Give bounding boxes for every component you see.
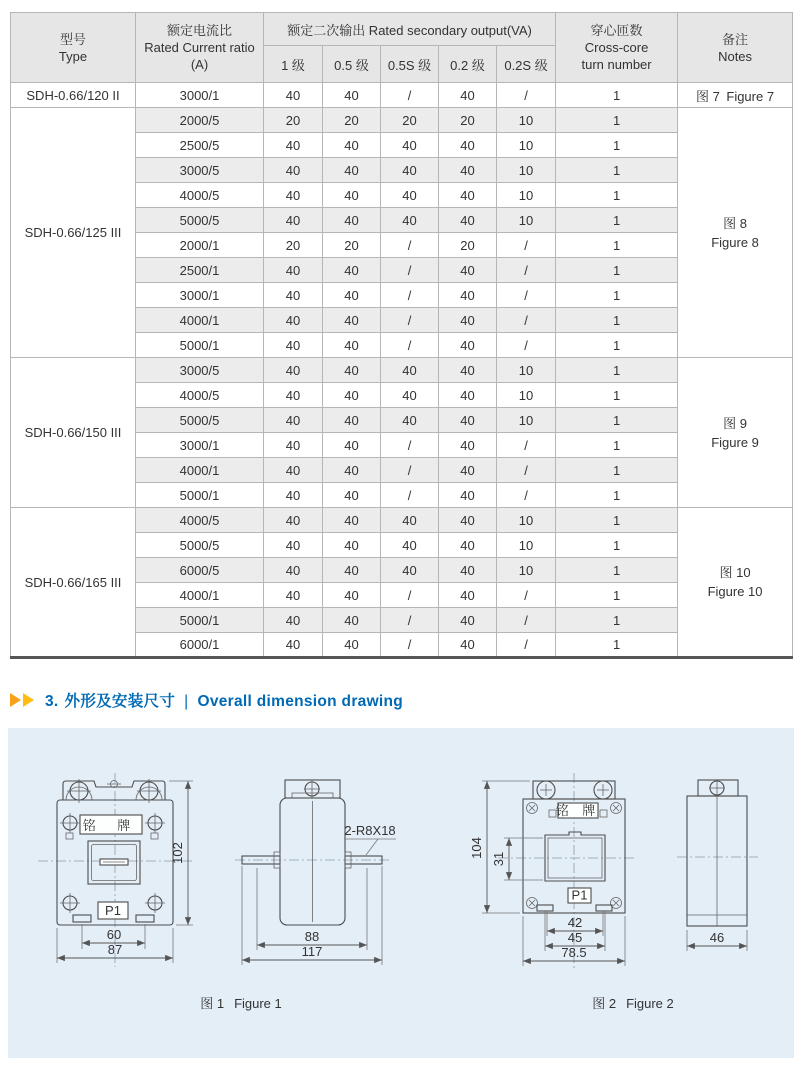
output-cell: 40: [264, 408, 323, 433]
header-type-en: Type: [58, 48, 88, 64]
output-cell: 40: [381, 183, 439, 208]
output-cell: 40: [264, 283, 323, 308]
output-cell: 10: [497, 158, 556, 183]
output-cell: 40: [323, 383, 381, 408]
output-cell: /: [381, 433, 439, 458]
output-cell: 40: [264, 558, 323, 583]
output-cell: 40: [381, 408, 439, 433]
header-ratio-en: Rated Current ratio: [144, 40, 255, 55]
output-cell: 40: [439, 283, 497, 308]
dimension-label: 46: [709, 930, 725, 945]
output-cell: /: [497, 583, 556, 608]
output-cell: 40: [323, 283, 381, 308]
dimension-label: 60: [106, 927, 122, 942]
ratio-cell: 5000/5: [136, 533, 264, 558]
header-class-02: 0.2 级: [439, 46, 497, 83]
output-cell: 40: [264, 533, 323, 558]
output-cell: 40: [439, 408, 497, 433]
output-cell: 40: [439, 583, 497, 608]
output-cell: /: [381, 458, 439, 483]
output-cell: 40: [439, 608, 497, 633]
output-cell: 40: [439, 508, 497, 533]
output-cell: 40: [439, 333, 497, 358]
ratio-cell: 3000/5: [136, 358, 264, 383]
dimension-label: 88: [304, 929, 320, 944]
output-cell: 10: [497, 408, 556, 433]
dimension-label: 117: [301, 944, 323, 959]
output-cell: 40: [264, 333, 323, 358]
output-cell: 40: [323, 483, 381, 508]
turns-cell: 1: [556, 608, 678, 633]
output-cell: 40: [439, 308, 497, 333]
output-cell: 10: [497, 383, 556, 408]
header-notes: [678, 13, 793, 83]
turns-cell: 1: [556, 233, 678, 258]
output-cell: 40: [439, 133, 497, 158]
output-cell: 20: [323, 233, 381, 258]
turns-cell: 1: [556, 483, 678, 508]
output-cell: 20: [381, 108, 439, 133]
turns-cell: 1: [556, 408, 678, 433]
ratio-cell: 3000/1: [136, 83, 264, 108]
header-output-group: 额定二次输出 Rated secondary output(VA): [264, 13, 556, 46]
output-cell: 40: [439, 183, 497, 208]
ratio-cell: 5000/1: [136, 608, 264, 633]
ratio-cell: 4000/1: [136, 458, 264, 483]
output-cell: 40: [381, 158, 439, 183]
ratio-cell: 4000/5: [136, 508, 264, 533]
output-cell: 40: [264, 133, 323, 158]
figure1-front-drawing: [30, 753, 250, 983]
output-cell: 40: [381, 508, 439, 533]
output-cell: 40: [439, 258, 497, 283]
output-cell: /: [381, 608, 439, 633]
header-type: [11, 13, 136, 83]
output-cell: 40: [323, 83, 381, 108]
output-cell: 40: [323, 308, 381, 333]
output-cell: 40: [439, 558, 497, 583]
output-cell: 20: [323, 108, 381, 133]
figure2-caption-zh: 图 2: [592, 996, 617, 1011]
figure2-side-drawing: [650, 753, 800, 983]
figure2-caption-en: Figure 2: [626, 996, 674, 1011]
spec-table-header: [11, 13, 793, 83]
dimension-label: 104: [469, 837, 484, 859]
output-cell: 40: [264, 183, 323, 208]
turns-cell: 1: [556, 108, 678, 133]
output-cell: 10: [497, 208, 556, 233]
header-class-02s: 0.2S 级: [497, 46, 556, 83]
header-ratio: [136, 13, 264, 83]
ratio-cell: 2500/1: [136, 258, 264, 283]
ratio-cell: 5000/5: [136, 208, 264, 233]
output-cell: 40: [264, 583, 323, 608]
output-cell: 40: [323, 533, 381, 558]
output-cell: 10: [497, 533, 556, 558]
output-cell: 10: [497, 508, 556, 533]
notes-cell: 图 10 Figure 10: [678, 508, 793, 658]
output-cell: 20: [439, 108, 497, 133]
output-cell: 40: [264, 158, 323, 183]
output-cell: 40: [381, 558, 439, 583]
turns-cell: 1: [556, 633, 678, 658]
turns-cell: 1: [556, 183, 678, 208]
output-cell: 40: [381, 133, 439, 158]
section-title: [10, 689, 800, 711]
ratio-cell: 6000/5: [136, 558, 264, 583]
turns-cell: 1: [556, 208, 678, 233]
header-turns-en2: turn number: [581, 57, 652, 72]
turns-cell: 1: [556, 333, 678, 358]
header-ratio-unit: (A): [190, 57, 209, 72]
ratio-cell: 6000/1: [136, 633, 264, 658]
title-divider: |: [184, 693, 189, 710]
output-cell: 40: [439, 208, 497, 233]
output-cell: 40: [264, 508, 323, 533]
figure2-front-drawing: [460, 753, 640, 983]
ratio-cell: 3000/1: [136, 433, 264, 458]
terminal-label: P1: [105, 903, 121, 918]
header-turns: [556, 13, 678, 83]
dimension-label: 78.5: [561, 945, 587, 960]
output-cell: 40: [264, 83, 323, 108]
output-cell: /: [497, 233, 556, 258]
ratio-cell: 2000/5: [136, 108, 264, 133]
ratio-cell: 2000/1: [136, 233, 264, 258]
output-cell: 40: [381, 208, 439, 233]
output-cell: 40: [439, 433, 497, 458]
type-cell: SDH-0.66/165 III: [11, 508, 136, 658]
output-cell: 40: [323, 258, 381, 283]
turns-cell: 1: [556, 558, 678, 583]
output-cell: /: [381, 308, 439, 333]
output-cell: 40: [264, 208, 323, 233]
ratio-cell: 5000/1: [136, 333, 264, 358]
dimension-label: 87: [107, 942, 123, 957]
dimension-label: 42: [567, 915, 583, 930]
output-cell: 40: [323, 608, 381, 633]
turns-cell: 1: [556, 458, 678, 483]
output-cell: 10: [497, 558, 556, 583]
notes-cell: 图 8 Figure 8: [678, 108, 793, 358]
output-cell: 40: [381, 383, 439, 408]
output-cell: 40: [323, 408, 381, 433]
output-cell: /: [381, 583, 439, 608]
output-cell: /: [497, 258, 556, 283]
arrow-right-icon: [23, 693, 34, 707]
output-cell: 40: [264, 308, 323, 333]
output-cell: 40: [439, 633, 497, 658]
nameplate-label: 铭 牌: [555, 803, 601, 818]
output-cell: 40: [439, 383, 497, 408]
output-cell: 40: [439, 83, 497, 108]
output-cell: /: [381, 233, 439, 258]
table-row: [11, 508, 793, 533]
spec-table-body: [11, 83, 793, 658]
turns-cell: 1: [556, 358, 678, 383]
header-notes-zh: 备注: [722, 31, 749, 47]
table-row: [11, 83, 793, 108]
output-cell: 40: [323, 558, 381, 583]
output-cell: 40: [264, 383, 323, 408]
turns-cell: 1: [556, 533, 678, 558]
output-cell: /: [381, 333, 439, 358]
header-turns-en1: Cross-core: [584, 40, 649, 55]
ratio-cell: 4000/5: [136, 383, 264, 408]
output-cell: 10: [497, 183, 556, 208]
figure2-caption: [553, 993, 713, 1012]
output-cell: /: [381, 83, 439, 108]
output-cell: 40: [264, 458, 323, 483]
output-cell: /: [497, 333, 556, 358]
output-cell: 40: [323, 433, 381, 458]
ratio-cell: 2500/5: [136, 133, 264, 158]
section-title-text: [45, 689, 403, 711]
header-class-05: 0.5 级: [323, 46, 381, 83]
turns-cell: 1: [556, 308, 678, 333]
output-cell: 40: [381, 533, 439, 558]
table-row: [11, 358, 793, 383]
output-cell: /: [497, 83, 556, 108]
output-cell: 10: [497, 108, 556, 133]
output-cell: 40: [323, 158, 381, 183]
turns-cell: 1: [556, 283, 678, 308]
header-class-1: 1 级: [264, 46, 323, 83]
output-cell: 40: [439, 158, 497, 183]
notes-cell: 图 9 Figure 9: [678, 358, 793, 508]
output-cell: 40: [439, 483, 497, 508]
figure1-caption-en: Figure 1: [234, 996, 282, 1011]
ratio-cell: 3000/5: [136, 158, 264, 183]
output-cell: 40: [439, 533, 497, 558]
spec-table: [10, 12, 793, 659]
turns-cell: 1: [556, 508, 678, 533]
output-cell: 40: [264, 483, 323, 508]
output-cell: 40: [264, 358, 323, 383]
ratio-cell: 4000/1: [136, 308, 264, 333]
output-cell: 10: [497, 133, 556, 158]
header-type-zh: 型号: [59, 31, 86, 47]
table-row: [11, 108, 793, 133]
annotation-label: 2-R8X18: [344, 823, 396, 838]
output-cell: 10: [497, 358, 556, 383]
output-cell: /: [497, 433, 556, 458]
section-number: 3.: [45, 693, 59, 710]
output-cell: /: [497, 308, 556, 333]
output-cell: 40: [323, 358, 381, 383]
output-cell: 20: [264, 233, 323, 258]
terminal-label: P1: [571, 887, 588, 903]
type-cell: SDH-0.66/120 II: [11, 83, 136, 108]
dimension-drawing-panel: [8, 728, 794, 1058]
figure1-caption-zh: 图 1: [200, 996, 225, 1011]
output-cell: 20: [439, 233, 497, 258]
dimension-label: 31: [491, 851, 506, 867]
output-cell: /: [381, 483, 439, 508]
turns-cell: 1: [556, 83, 678, 108]
notes-cell: 图 7 Figure 7: [678, 83, 793, 108]
output-cell: 40: [264, 608, 323, 633]
output-cell: /: [381, 633, 439, 658]
output-cell: 40: [323, 633, 381, 658]
ratio-cell: 3000/1: [136, 283, 264, 308]
header-notes-en: Notes: [718, 48, 753, 64]
ratio-cell: 4000/5: [136, 183, 264, 208]
output-cell: /: [497, 483, 556, 508]
output-cell: 40: [323, 458, 381, 483]
output-cell: 20: [264, 108, 323, 133]
turns-cell: 1: [556, 133, 678, 158]
type-cell: SDH-0.66/125 III: [11, 108, 136, 358]
header-class-05s: 0.5S 级: [381, 46, 439, 83]
output-cell: 40: [264, 258, 323, 283]
ratio-cell: 5000/5: [136, 408, 264, 433]
arrow-right-icon: [10, 693, 21, 707]
figure1-side-drawing: [230, 753, 420, 983]
output-cell: 40: [323, 583, 381, 608]
section-title-en: Overall dimension drawing: [197, 693, 404, 710]
output-cell: 40: [323, 183, 381, 208]
section-title-zh: 外形及安装尺寸: [64, 693, 176, 710]
ratio-cell: 5000/1: [136, 483, 264, 508]
output-cell: /: [497, 458, 556, 483]
type-cell: SDH-0.66/150 III: [11, 358, 136, 508]
output-cell: 40: [439, 458, 497, 483]
ratio-cell: 4000/1: [136, 583, 264, 608]
output-cell: /: [497, 608, 556, 633]
output-cell: 40: [323, 333, 381, 358]
turns-cell: 1: [556, 433, 678, 458]
turns-cell: 1: [556, 258, 678, 283]
nameplate-label: 铭 牌: [82, 818, 140, 833]
output-cell: 40: [323, 508, 381, 533]
header-ratio-zh: 额定电流比: [166, 23, 232, 38]
output-cell: 40: [323, 208, 381, 233]
header-turns-zh: 穿心匝数: [590, 23, 643, 38]
figure1-caption: [166, 993, 316, 1012]
turns-cell: 1: [556, 383, 678, 408]
output-cell: 40: [264, 433, 323, 458]
output-cell: 40: [381, 358, 439, 383]
output-cell: 40: [439, 358, 497, 383]
output-cell: /: [497, 633, 556, 658]
turns-cell: 1: [556, 583, 678, 608]
output-cell: /: [381, 283, 439, 308]
turns-cell: 1: [556, 158, 678, 183]
output-cell: /: [497, 283, 556, 308]
output-cell: /: [381, 258, 439, 283]
output-cell: 40: [323, 133, 381, 158]
dimension-label: 102: [170, 842, 185, 864]
output-cell: 40: [264, 633, 323, 658]
dimension-label: 45: [567, 930, 583, 945]
